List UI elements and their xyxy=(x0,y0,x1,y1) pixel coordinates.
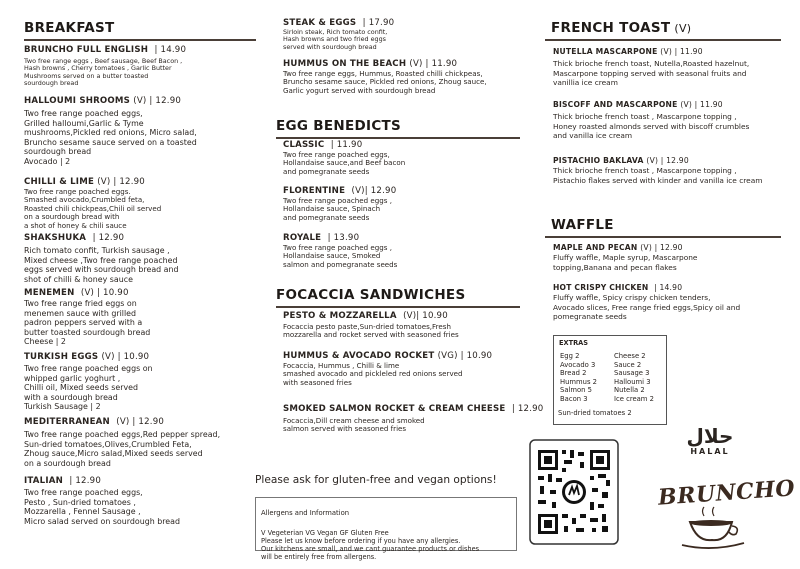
item-name: HALLOUMI SHROOMS xyxy=(24,96,131,106)
item-price: | 12.90 xyxy=(511,404,544,414)
item-price: (VG) | 10.90 xyxy=(437,351,493,361)
item-desc: Two free range poached eggs , Hollandaise sauce, Smoked salmon and pomegranate seeds xyxy=(283,243,398,269)
focaccia-title: FOCACCIA SANDWICHES xyxy=(276,287,466,303)
item-name: BISCOFF AND MASCARPONE xyxy=(553,100,678,109)
menu-item-menemen xyxy=(24,288,256,347)
item-desc: Two free range poached eggs, Hollandaise sauce,and Beef bacon and pomegranate seeds xyxy=(283,150,406,176)
logo-text: BRUNCHO xyxy=(657,475,796,511)
item-price: (V) | 12.90 xyxy=(97,177,145,187)
item-price: | 17.90 xyxy=(362,18,395,28)
item-name: ITALIAN xyxy=(24,476,63,486)
item-name: TURKISH EGGS xyxy=(24,352,99,362)
item-price: (V)| 10.90 xyxy=(403,311,448,321)
item-name: FLORENTINE xyxy=(283,186,346,196)
menu-item-maple-pecan xyxy=(553,243,781,272)
menu-item-nutella-mascarpone xyxy=(553,47,781,88)
menu-item-royale xyxy=(283,233,520,269)
item-desc: Thick brioche french toast, Nutella,Roasted hazelnut, Mascarpone topping served with seasonal fruits and vanillia ice cream xyxy=(553,59,750,88)
item-price: | 12.90 xyxy=(92,233,125,243)
item-desc: Two free range fried eggs on menemen sauce with grilled padron peppers served with a butter toasted sourdough bread Cheese | 2 xyxy=(24,299,151,347)
item-name: HOT CRISPY CHICKEN xyxy=(553,283,649,292)
item-price: (V) | 12.90 xyxy=(116,417,165,427)
extras-right-list: Cheese 2 Sauce 2 Sausage 3 Halloumi 3 Nutella 2 Ice cream 2 xyxy=(614,352,654,403)
item-price: | 13.90 xyxy=(327,233,360,243)
menu-item-classic xyxy=(283,140,520,176)
breakfast-title: BREAKFAST xyxy=(24,20,115,36)
gluten-free-note: Please ask for gluten-free and vegan options! xyxy=(255,474,497,486)
item-price: (V) | 10.90 xyxy=(80,288,129,298)
extras-bottom-item: Sun-dried tomatoes 2 xyxy=(558,409,632,417)
menu-item-halloumi-shrooms xyxy=(24,96,256,167)
menu-item-turkish-eggs xyxy=(24,352,256,412)
menu-item-chilli-lime xyxy=(24,177,256,230)
item-price: | 12.90 xyxy=(69,476,101,486)
allergens-text: V Vegeterian VG Vegan GF Gluten Free Please let us know before ordering if you have any allergies. Our kitchens are small, and we cant guarantee products or dishes will be entirely free from allergens. xyxy=(261,528,480,561)
item-name: STEAK & EGGS xyxy=(283,18,357,28)
item-desc: Thick brioche french toast , Mascarpone topping , Pistachio flakes served with kinder and vanilla ice cream xyxy=(553,166,763,185)
extras-left-list: Egg 2 Avocado 3 Bread 2 Hummus 2 Salmon 5 Bacon 3 xyxy=(560,352,597,403)
item-price: (V) | 11.90 xyxy=(660,47,703,56)
item-desc: Two free range eggs, Hummus, Roasted chilli chickpeas, Bruncho sesame sauce, Pickled red onions, Zhoug sauce, Garlic yogurt served with sourdough bread xyxy=(283,69,487,95)
item-desc: Two free range poached eggs,Red pepper spread, Sun-dried tomatoes,Olives,Crumbled Feta, Zhoug sauce,Micro salad,Mixed seeds served on a sourdough bread xyxy=(24,430,221,468)
item-price: (V) | 12.90 xyxy=(646,156,689,165)
item-name: MEDITERRANEAN xyxy=(24,417,110,427)
french-toast-rule xyxy=(545,39,781,41)
french-toast-section xyxy=(545,20,781,41)
item-name: ROYALE xyxy=(283,233,322,243)
item-desc: Focaccia pesto paste,Sun-dried tomatoes,Fresh mozzarella and rocket served with seasoned fries xyxy=(283,322,459,340)
menu-item-pesto-mozzarella xyxy=(283,311,520,340)
item-desc: Two free range poached eggs on whipped garlic yoghurt , Chilli oil, Mixed seeds served with a sourdough bread Turkish Sausage | 2 xyxy=(24,364,153,412)
item-desc: Fluffy waffle, Spicy crispy chicken tenders, Avocado slices, Free range fried eggs,Spicy oil and pomegranate seeds xyxy=(553,293,741,322)
item-name: HUMMUS & AVOCADO ROCKET xyxy=(283,351,435,361)
menu-item-shakshuka xyxy=(24,233,256,284)
item-price: (V) | 12.90 xyxy=(640,243,683,252)
item-name: PISTACHIO BAKLAVA xyxy=(553,156,644,165)
waffle-rule xyxy=(545,236,781,238)
qr-code-icon xyxy=(528,440,620,544)
item-desc: Two free range poached eggs, Grilled halloumi,Garlic & Tyme mushrooms,Pickled red onions, Micro salad, Bruncho sesame sauce served on a toasted sourdough bread Avocado | 2 xyxy=(24,109,197,166)
item-price: (V)| 12.90 xyxy=(351,186,397,196)
menu-item-florentine xyxy=(283,186,520,222)
item-desc: Rich tomato confit, Turkish sausage , Mixed cheese ,Two free range poached eggs served with sourdough bread and shot of chilli & honey sauce xyxy=(24,246,179,284)
french-toast-title: FRENCH TOAST xyxy=(551,20,671,36)
breakfast-rule xyxy=(24,39,256,41)
item-price: (V) | 11.90 xyxy=(409,59,458,69)
item-name: MENEMEN xyxy=(24,288,75,298)
focaccia-rule xyxy=(276,306,520,308)
benedicts-title: EGG BENEDICTS xyxy=(276,118,402,134)
waffle-title: WAFFLE xyxy=(551,217,614,233)
item-price: | 14.90 xyxy=(154,45,187,55)
bruncho-logo xyxy=(652,472,796,552)
menu-item-hummus-beach xyxy=(283,59,520,95)
french-toast-tag: (V) xyxy=(674,22,692,35)
item-name: PESTO & MOZZARELLA xyxy=(283,311,397,321)
menu-item-full-english xyxy=(24,45,256,87)
item-name: HUMMUS ON THE BEACH xyxy=(283,59,407,69)
item-name: BRUNCHO FULL ENGLISH xyxy=(24,45,149,55)
item-name: CLASSIC xyxy=(283,140,325,150)
item-name: MAPLE AND PECAN xyxy=(553,243,638,252)
item-desc: Sirloin steak, Rich tomato confit, Hash browns and two fried eggs served with sourdough bread xyxy=(283,28,388,51)
menu-item-mediterranean xyxy=(24,417,256,468)
menu-item-hummus-avocado xyxy=(283,351,520,387)
item-name: SHAKSHUKA xyxy=(24,233,87,243)
item-name: CHILLI & LIME xyxy=(24,177,95,187)
halal-arabic: حلال xyxy=(686,424,734,448)
extras-box xyxy=(553,335,667,425)
qr-code[interactable] xyxy=(528,440,620,544)
halal-latin: HALAL xyxy=(690,447,730,456)
menu-item-steak-eggs xyxy=(283,18,520,51)
menu-item-italian xyxy=(24,476,256,526)
item-desc: Two free range eggs , Beef sausage, Beef Bacon , Hash browns , Cherry tomatoes , Garlic Butter Mushrooms served on a butter toasted sourdough bread xyxy=(24,57,183,87)
item-desc: Thick brioche french toast , Mascarpone topping , Honey roasted almonds served with biscoff crumbles and vanilla ice cream xyxy=(553,112,750,141)
allergens-title: Allergens and Information xyxy=(261,509,350,518)
menu-item-smoked-salmon xyxy=(283,404,544,434)
benedicts-rule xyxy=(276,137,520,139)
item-price: | 11.90 xyxy=(330,140,363,150)
item-name: NUTELLA MASCARPONE xyxy=(553,47,658,56)
menu-item-pistachio-baklava xyxy=(553,156,781,185)
item-desc: Two free range poached eggs. Smashed avocado,Crumbled feta, Roasted chili chickpeas,Chili oil served on a sourdough bread with a shot of honey & chili sauce xyxy=(24,187,162,230)
waffle-section xyxy=(545,217,781,238)
menu-item-biscoff-mascarpone xyxy=(553,100,781,141)
item-price: (V) | 11.90 xyxy=(680,100,723,109)
extras-title: EXTRAS xyxy=(559,339,589,347)
halal-badge xyxy=(675,425,745,456)
item-price: (V) | 10.90 xyxy=(101,352,150,362)
item-price: (V) | 12.90 xyxy=(133,96,182,106)
focaccia-section xyxy=(276,287,520,308)
benedicts-section xyxy=(276,118,520,139)
item-name: SMOKED SALMON ROCKET & CREAM CHEESE xyxy=(283,404,506,414)
breakfast-column xyxy=(24,20,256,555)
item-price: | 14.90 xyxy=(654,283,683,292)
item-desc: Focaccia,Dill cream cheese and smoked salmon served with seasoned fries xyxy=(283,416,425,434)
allergens-box xyxy=(255,497,517,561)
item-desc: Focaccia, Hummus , Chilli & lime smashed avocado and pickleled red onions served with seasoned fries xyxy=(283,361,463,387)
item-desc: Fluffy waffle, Maple syrup, Mascarpone topping,Banana and pecan flakes xyxy=(553,253,698,272)
item-desc: Two free range poached eggs , Hollandaise sauce, Spinach and pomegranate seeds xyxy=(283,196,392,222)
item-desc: Two free range poached eggs, Pesto , Sun-dried tomatoes , Mozzarella , Fennel Sausage , Micro salad served on sourdough bread xyxy=(24,488,181,526)
menu-item-hot-crispy-chicken xyxy=(553,283,781,322)
